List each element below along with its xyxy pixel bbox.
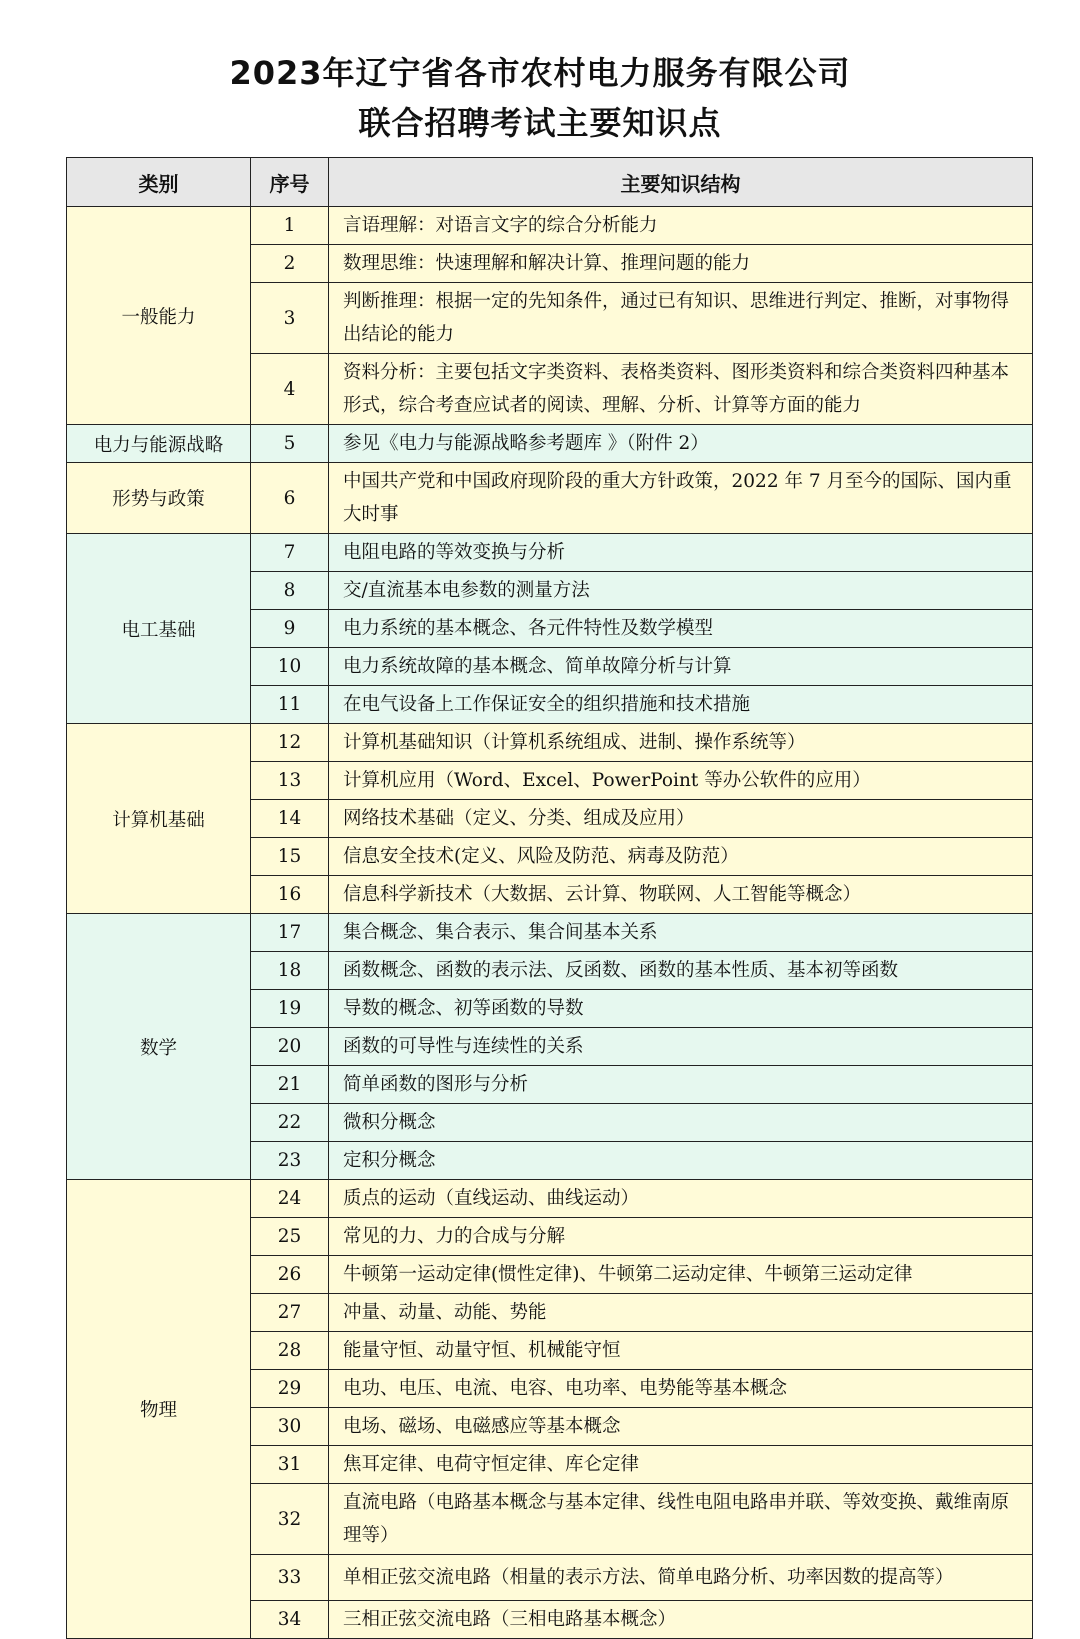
number-cell: 17 — [251, 914, 329, 952]
knowledge-cell: 电功、电压、电流、电容、电功率、电势能等基本概念 — [329, 1370, 1033, 1408]
number-cell: 12 — [251, 724, 329, 762]
number-cell: 32 — [251, 1484, 329, 1555]
number-cell: 28 — [251, 1332, 329, 1370]
knowledge-cell: 在电气设备上工作保证安全的组织措施和技术措施 — [329, 686, 1033, 724]
knowledge-cell: 信息科学新技术（大数据、云计算、物联网、人工智能等概念） — [329, 876, 1033, 914]
number-cell: 1 — [251, 207, 329, 245]
number-cell: 13 — [251, 762, 329, 800]
knowledge-cell: 能量守恒、动量守恒、机械能守恒 — [329, 1332, 1033, 1370]
table-row — [67, 207, 1033, 245]
knowledge-cell: 微积分概念 — [329, 1104, 1033, 1142]
number-cell: 25 — [251, 1218, 329, 1256]
number-cell: 22 — [251, 1104, 329, 1142]
header-category: 类别 — [67, 158, 251, 207]
knowledge-cell: 函数概念、函数的表示法、反函数、函数的基本性质、基本初等函数 — [329, 952, 1033, 990]
knowledge-cell: 参见《电力与能源战略参考题库 》（附件 2） — [329, 425, 1033, 463]
knowledge-cell: 判断推理：根据一定的先知条件，通过已有知识、思维进行判定、推断，对事物得出结论的能力 — [329, 283, 1033, 354]
knowledge-cell: 电阻电路的等效变换与分析 — [329, 534, 1033, 572]
number-cell: 2 — [251, 245, 329, 283]
knowledge-cell: 质点的运动（直线运动、曲线运动） — [329, 1180, 1033, 1218]
category-cell: 计算机基础 — [67, 724, 251, 914]
number-cell: 20 — [251, 1028, 329, 1066]
table-row — [67, 914, 1033, 952]
number-cell: 9 — [251, 610, 329, 648]
knowledge-cell: 交/直流基本电参数的测量方法 — [329, 572, 1033, 610]
knowledge-cell: 定积分概念 — [329, 1142, 1033, 1180]
knowledge-cell: 直流电路（电路基本概念与基本定律、线性电阻电路串并联、等效变换、戴维南原理等） — [329, 1484, 1033, 1555]
category-cell: 形势与政策 — [67, 463, 251, 534]
number-cell: 5 — [251, 425, 329, 463]
knowledge-cell: 资料分析：主要包括文字类资料、表格类资料、图形类资料和综合类资料四种基本形式，综合考查应试者的阅读、理解、分析、计算等方面的能力 — [329, 354, 1033, 425]
number-cell: 19 — [251, 990, 329, 1028]
page-title: 2023年辽宁省各市农村电力服务有限公司 — [229, 54, 851, 92]
table-row — [67, 724, 1033, 762]
number-cell: 21 — [251, 1066, 329, 1104]
knowledge-cell: 简单函数的图形与分析 — [329, 1066, 1033, 1104]
number-cell: 11 — [251, 686, 329, 724]
knowledge-cell: 数理思维：快速理解和解决计算、推理问题的能力 — [329, 245, 1033, 283]
knowledge-cell: 信息安全技术(定义、风险及防范、病毒及防范） — [329, 838, 1033, 876]
knowledge-cell: 计算机基础知识（计算机系统组成、进制、操作系统等） — [329, 724, 1033, 762]
knowledge-cell: 言语理解：对语言文字的综合分析能力 — [329, 207, 1033, 245]
header-number: 序号 — [251, 158, 329, 207]
knowledge-table — [66, 157, 1033, 1639]
knowledge-cell: 网络技术基础（定义、分类、组成及应用） — [329, 800, 1033, 838]
knowledge-cell: 中国共产党和中国政府现阶段的重大方针政策，2022 年 7 月至今的国际、国内重大时事 — [329, 463, 1033, 534]
number-cell: 30 — [251, 1408, 329, 1446]
number-cell: 18 — [251, 952, 329, 990]
number-cell: 26 — [251, 1256, 329, 1294]
number-cell: 15 — [251, 838, 329, 876]
page-subtitle: 联合招聘考试主要知识点 — [358, 104, 722, 142]
table-row — [67, 1180, 1033, 1218]
number-cell: 7 — [251, 534, 329, 572]
header-knowledge: 主要知识结构 — [329, 158, 1033, 207]
knowledge-cell: 牛顿第一运动定律(惯性定律)、牛顿第二运动定律、牛顿第三运动定律 — [329, 1256, 1033, 1294]
category-cell: 数学 — [67, 914, 251, 1180]
knowledge-cell: 单相正弦交流电路（相量的表示方法、简单电路分析、功率因数的提高等） — [329, 1555, 1033, 1601]
knowledge-cell: 电力系统的基本概念、各元件特性及数学模型 — [329, 610, 1033, 648]
number-cell: 14 — [251, 800, 329, 838]
table-header-row — [67, 158, 1033, 207]
table-row — [67, 463, 1033, 534]
knowledge-cell: 三相正弦交流电路（三相电路基本概念） — [329, 1601, 1033, 1639]
category-cell: 电力与能源战略 — [67, 425, 251, 463]
category-cell: 电工基础 — [67, 534, 251, 724]
category-cell: 物理 — [67, 1180, 251, 1639]
number-cell: 31 — [251, 1446, 329, 1484]
knowledge-cell: 计算机应用（Word、Excel、PowerPoint 等办公软件的应用） — [329, 762, 1033, 800]
knowledge-cell: 冲量、动量、动能、势能 — [329, 1294, 1033, 1332]
number-cell: 33 — [251, 1555, 329, 1601]
number-cell: 8 — [251, 572, 329, 610]
knowledge-cell: 集合概念、集合表示、集合间基本关系 — [329, 914, 1033, 952]
number-cell: 34 — [251, 1601, 329, 1639]
knowledge-cell: 常见的力、力的合成与分解 — [329, 1218, 1033, 1256]
number-cell: 4 — [251, 354, 329, 425]
number-cell: 29 — [251, 1370, 329, 1408]
table-row — [67, 534, 1033, 572]
knowledge-cell: 电场、磁场、电磁感应等基本概念 — [329, 1408, 1033, 1446]
number-cell: 24 — [251, 1180, 329, 1218]
number-cell: 27 — [251, 1294, 329, 1332]
table-row — [67, 425, 1033, 463]
category-cell: 一般能力 — [67, 207, 251, 425]
number-cell: 10 — [251, 648, 329, 686]
knowledge-cell: 焦耳定律、电荷守恒定律、库仑定律 — [329, 1446, 1033, 1484]
knowledge-cell: 电力系统故障的基本概念、简单故障分析与计算 — [329, 648, 1033, 686]
number-cell: 3 — [251, 283, 329, 354]
number-cell: 23 — [251, 1142, 329, 1180]
number-cell: 16 — [251, 876, 329, 914]
knowledge-cell: 函数的可导性与连续性的关系 — [329, 1028, 1033, 1066]
number-cell: 6 — [251, 463, 329, 534]
knowledge-cell: 导数的概念、初等函数的导数 — [329, 990, 1033, 1028]
